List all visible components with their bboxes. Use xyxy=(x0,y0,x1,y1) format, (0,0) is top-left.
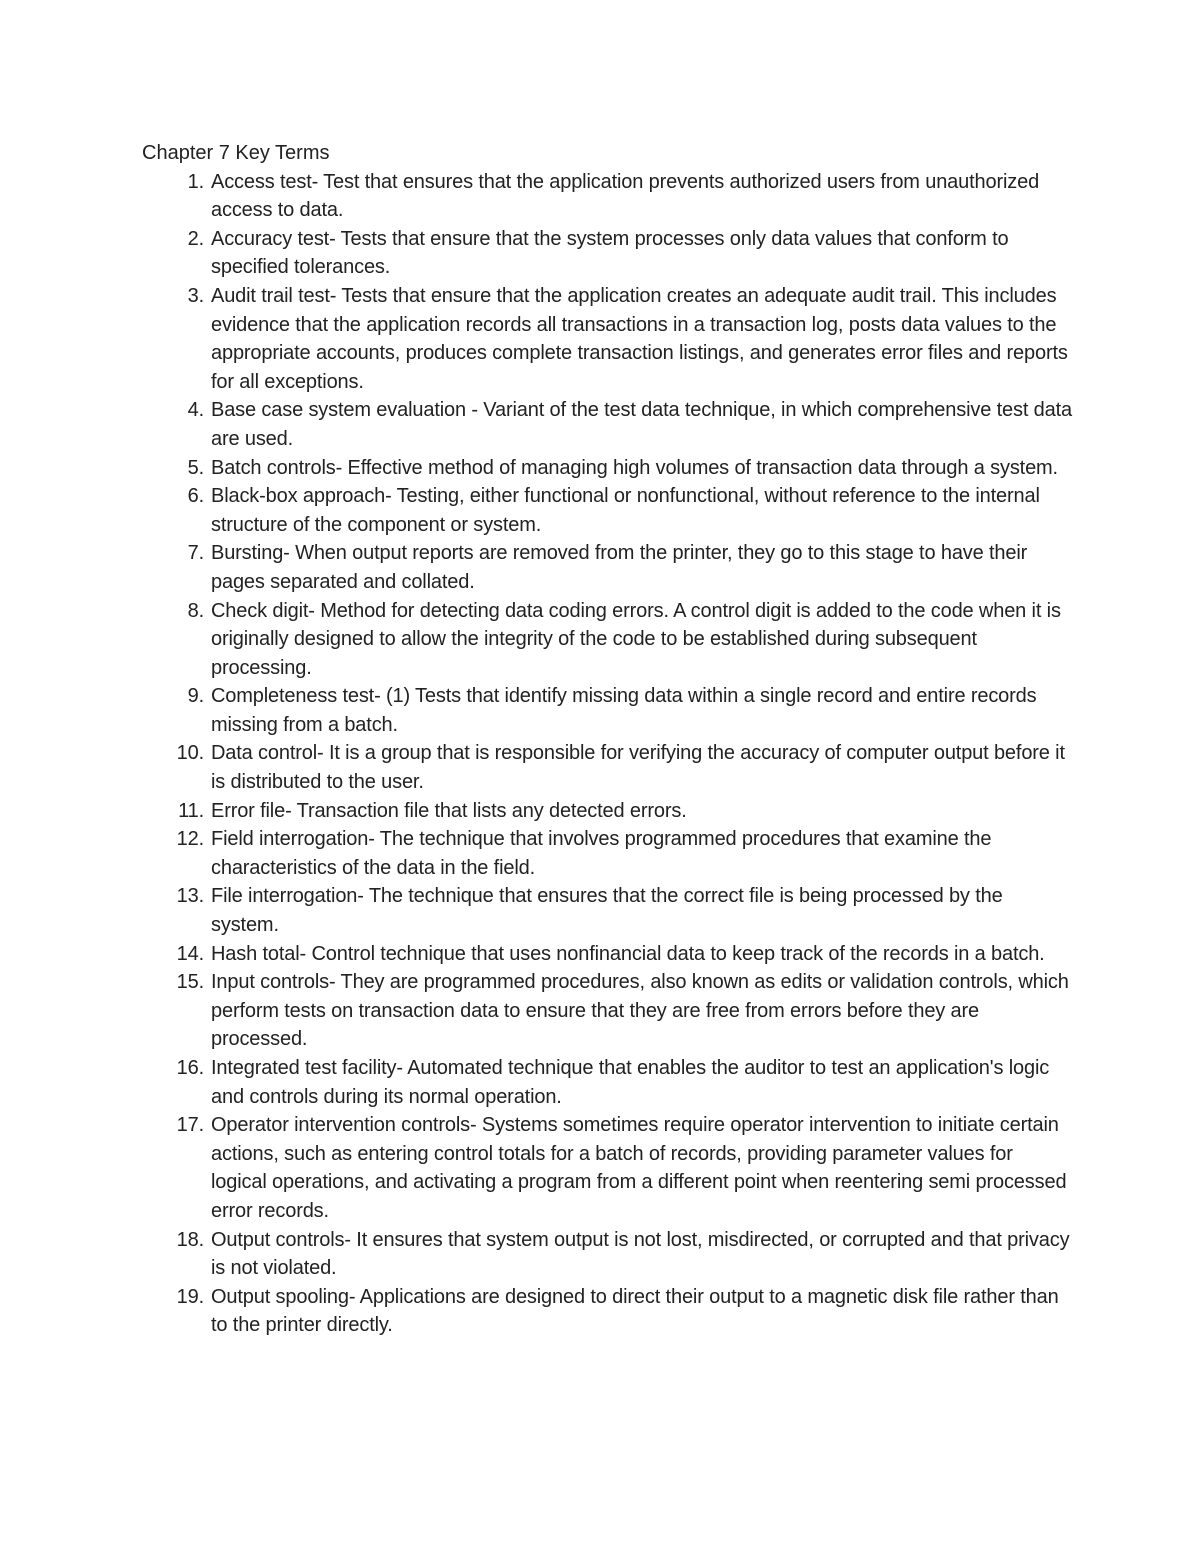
list-item-number: 5. xyxy=(187,456,204,479)
list-item-definition: Bursting- When output reports are removed from the printer, they go to this stage to have their pages separated and collated. xyxy=(211,542,1028,593)
list-item-number: 4. xyxy=(187,399,204,422)
list-item-number: 18. xyxy=(176,1228,204,1251)
list-item xyxy=(142,396,1072,453)
list-item-definition: Audit trail test- Tests that ensure that the application creates an adequate audit trail. This includes evidence that the application records all transactions in a transaction log, posts data values to the appropriate accounts, produces complete transaction listings, and generates error files and reports for all exceptions. xyxy=(211,284,1068,393)
list-item-definition: Accuracy test- Tests that ensure that the system processes only data values that conform to specified tolerances. xyxy=(211,227,1009,279)
list-item-definition: Error file- Transaction file that lists any detected errors. xyxy=(211,799,687,822)
list-item xyxy=(142,797,1072,826)
list-item-definition: Check digit- Method for detecting data coding errors. A control digit is added to the code when it is originally designed to allow the integrity of the code to be established during subsequent processing. xyxy=(211,599,1061,679)
list-item xyxy=(142,539,1072,596)
list-item-number: 12. xyxy=(176,828,204,851)
list-item xyxy=(142,225,1072,282)
list-item-definition: Operator intervention controls- Systems sometimes require operator intervention to initiate certain actions, such as entering control totals for a batch of records, providing parameter values for logical operations, and activating a program from a different point when reentering semi processed error records. xyxy=(211,1114,1067,1222)
list-item xyxy=(142,597,1072,683)
list-item xyxy=(142,1111,1072,1225)
list-item-definition: Access test- Test that ensures that the application prevents authorized users from unauthorized access to data. xyxy=(211,170,1040,222)
list-item-number: 8. xyxy=(187,599,204,622)
list-item-number: 1. xyxy=(187,170,204,193)
list-item-definition: Batch controls- Effective method of managing high volumes of transaction data through a system. xyxy=(211,456,1058,479)
list-item-definition: Field interrogation- The technique that involves programmed procedures that examine the characteristics of the data in the field. xyxy=(211,828,992,879)
list-item xyxy=(142,682,1072,739)
list-item xyxy=(142,282,1072,396)
list-item xyxy=(142,1283,1072,1340)
list-item-number: 19. xyxy=(176,1285,204,1308)
list-item xyxy=(142,739,1072,796)
list-item-definition: Input controls- They are programmed procedures, also known as edits or validation controls, which perform tests on transaction data to ensure that they are free from errors before they are processed. xyxy=(211,971,1069,1051)
list-item-definition: Hash total- Control technique that uses nonfinancial data to keep track of the records in a batch. xyxy=(211,942,1045,965)
list-item-number: 16. xyxy=(176,1057,204,1079)
list-item-number: 10. xyxy=(176,742,204,765)
list-item-number: 3. xyxy=(187,284,204,307)
list-item-number: 13. xyxy=(176,885,204,908)
list-item-number: 2. xyxy=(187,227,204,250)
list-item-number: 15. xyxy=(176,971,204,994)
list-item xyxy=(142,1226,1072,1283)
list-item-definition: Output controls- It ensures that system output is not lost, misdirected, or corrupted and that privacy is not violated. xyxy=(211,1228,1070,1280)
list-item xyxy=(142,882,1072,939)
list-item-number: 6. xyxy=(187,485,204,508)
document-content xyxy=(142,139,1072,1340)
list-item-number: 17. xyxy=(176,1114,204,1137)
key-terms-list xyxy=(142,168,1072,1340)
list-item-number: 7. xyxy=(187,542,204,565)
list-item xyxy=(142,168,1072,225)
list-item-number: 9. xyxy=(187,685,204,708)
list-item xyxy=(142,454,1072,483)
list-item-definition: Data control- It is a group that is responsible for verifying the accuracy of computer output before it is distributed to the user. xyxy=(211,742,1065,794)
list-item-definition: Output spooling- Applications are designed to direct their output to a magnetic disk file rather than to the printer directly. xyxy=(211,1285,1059,1337)
list-item xyxy=(142,940,1072,969)
list-item-definition: Integrated test facility- Automated technique that enables the auditor to test an application's logic and controls during its normal operation. xyxy=(211,1057,1050,1108)
document-title: Chapter 7 Key Terms xyxy=(142,142,330,164)
list-item-definition: Base case system evaluation - Variant of the test data technique, in which comprehensive test data are used. xyxy=(211,399,1072,450)
list-item-definition: File interrogation- The technique that ensures that the correct file is being processed by the system. xyxy=(211,885,1003,937)
list-item xyxy=(142,482,1072,539)
list-item-number: 14. xyxy=(176,942,204,965)
list-item-number: 11. xyxy=(178,799,204,822)
list-item xyxy=(142,968,1072,1054)
list-item xyxy=(142,825,1072,882)
list-item-definition: Black-box approach- Testing, either functional or nonfunctional, without reference to the internal structure of the component or system. xyxy=(211,485,1040,536)
list-item-definition: Completeness test- (1) Tests that identify missing data within a single record and entire records missing from a batch. xyxy=(211,685,1037,736)
list-item xyxy=(142,1054,1072,1111)
